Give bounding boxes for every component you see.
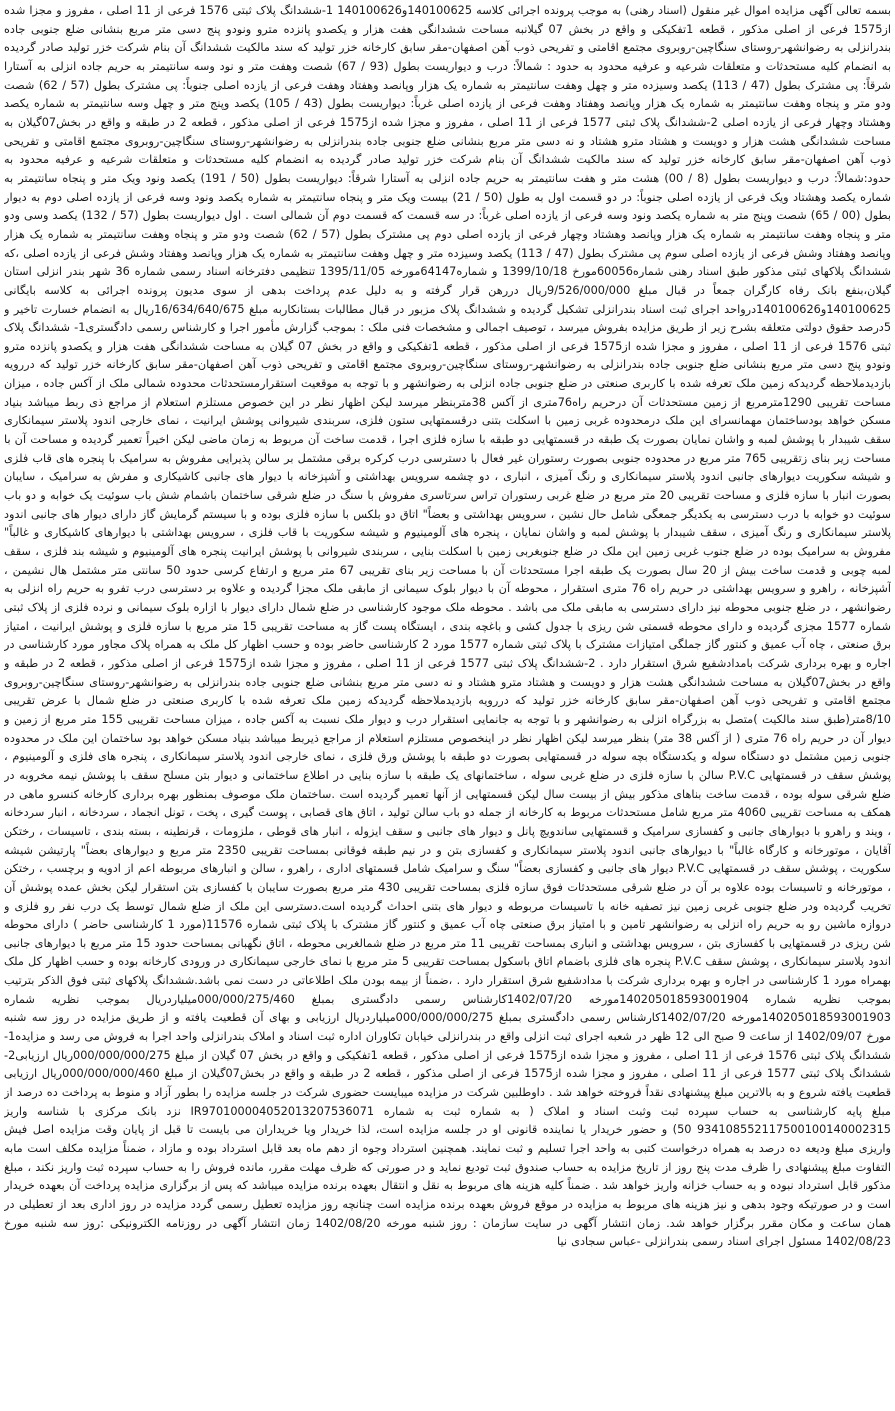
auction-notice-body: بسمه تعالی آگهی مزایده اموال غیر منقول (اسناد رهنی) به موجب پرونده اجرائی کلاسه 140100625و140100626 1-ششدانگ پلاک ثبتی 1576 فرعی از 11 اصلی ، مفروز و مجزا شده از1575 فرعی از اصلی مذکور ، قطعه 1تفکیکی و واقع در بخش 07 گیلانبه مساحت ششدانگی هفت هزار و یکصدو پانزده مترو ونودو پنج دسی متر مربع بنشانی ضلع جنوبی جاده بندرانزلی به رضوانشهر-روستای سنگاچین-روبروی مجتمع اقامتی و تفریحی ذوب آهن اصفهان-مقر سابق کارخانه خزر تولید که سند مالکیت ششدانگ آن بنام شرکت خزر تولید صادر گردیده به انضمام کلیه مستحدثات و متعلقات شرعیه و عرفیه محدود به حدود : شمالاً: درب و دیواریست بطول (93 / 67) شصت وهفت متر و نود وسه سانتیمتر به حریم جاده انزلی به آستارا شرقاً: پی مشترک بطول (47 / 113) یکصد وسیزده متر و چهل وهفت سانتیمتر به شماره یک هزار وپانصد وهفتاد وهفت فرعی از یازده اصلی جنوباً: پی مشترک بطول (57 / 62) شصت ودو متر و پنجاه وهفت سانتیمتر به شماره یک هزار وپانصد وهفتاد وهفت فرعی از یازده اصلی غرباً: دیواریست بطول (43 / 105) یکصد وپنج متر و چهل وسه سانتیمتر به شماره یکصد وهشتاد وچهار فرعی از یازده اصلی 2-ششدانگ پلاک ثبتی 1577 فرعی از 11 اصلی ، مفروز و مجزا شده از1575 فرعی از اصلی مذکور ، قطعه 2 در طبقه و واقع در بخش07گیلان به مساحت ششدانگی هشت هزار و دویست و هشتاد مترو هشتاد و نه دسی متر مربع بنشانی ضلع جنوبی جاده بندرانزلی به رضوانشهر-روستای سنگاچین-روبروی مجتمع اقامتی و تفریحی ذوب آهن اصفهان-مقر سابق کارخانه خزر تولید که سند مالکیت ششدانگ آن بنام شرکت خزر تولید صادر گردیده به انضمام کلیه مستحدثات و متعلقات شرعیه و عرفیه محدود به حدود:شمالاً: درب و دیواریست بطول (8 / 00) هشت متر و هفت سانتیمتر به حریم جاده انزلی به آستارا شرقاً: دیواریست بطول (50 / 191) یکصد ونود ویک متر و پنجاه سانتیمتر به شماره یکصد وهشتاد ویک فرعی از یازده اصلی جنوباً: در دو قسمت اول به طول (50 / 21) بیست ویک متر و پنجاه سانتیمتر به شماره یکصد ونود وسه فرعی از یازده اصلی دوم به دیوار بطول (00 / 65) شصت وپنج متر به شماره یکصد ونود وسه فرعی از یازده اصلی غرباً: در سه قسمت که قسمت دوم آن شمالی است . اول دیواریست بطول (57 / 132) یکصد وسی ودو متر و پنجاه وهفت سانتیمتر به شماره یک هزار وپانصد وهشتاد وچهار فرعی از یازده اصلی دوم پی مشترک بطول (57 / 62) شصت ودو متر و پنجاه وهفت سانتیمتر به شماره یک هزار وپانصد وهفتاد وشش فرعی از یازده اصلی سوم پی مشترک بطول (47 / 113) یکصد وسیزده متر و چهل وهفت سانتیمتر به شماره یک هزار وپانصد وهفتاد وشش فرعی از یازده اصلی ،که ششدانگ پلاکهای ثبتی مذکور طبق اسناد رهنی شماره60056مورخ 1399/10/18 و شماره64147مورخه 1395/11/05 تنظیمی دفترخانه اسناد رسمی شماره 36 شهر بندر انزلی استان گیلان،بنفع بانک رفاه کارگران جمعاً در قبال مبلغ 9/526/000/000ریال دررهن قرار گرفته و به دلیل عدم پرداخت بدهی از سوی مدیون پرونده اجرائی به کلاسه بایگانی 140100625و140100626درواحد اجرای ثبت اسناد بندرانزلی تشکیل گردیده و ششدانگ پلاک مزبور در قبال مطالبات بستانکاربه مبلغ 16/634/640/675ریال به انضمام خسارت تاخیر و 5درصد حقوق دولتی متعلقه بشرح زیر از طریق مزایده بفروش میرسد ، توصیف اجمالی و مشخصات فنی ملک : بموجب گزارش مأمور اجرا و کارشناس رسمی دادگستری1- ششدانگ پلاک ثبتی 1576 فرعی از 11 اصلی ، مفروز و مجزا شده از1575 فرعی از اصلی مذکور ، قطعه 1تفکیکی و واقع در بخش 07 گیلان به مساحت ششدانگی هفت هزار و یکصدو پانزده مترو ونودو پنج دسی متر مربع بنشانی ضلع جنوبی جاده بندرانزلی به رضوانشهر-روستای سنگاچین-روبروی مجتمع اقامتی و تفریحی ذوب آهن اصفهان-مقر سابق کارخانه خزر تولید که دررویه بازدیدملاحظه گردیدکه زمین ملک تعرفه شده با کاربری صنعتی در ضلع جنوبی جاده انزلی به رضوانشهر و با توجه به موقعیت استقرارمستحدثات محدوده شمالی ملک از آکس جاده ، میزان مساحت تقریبی 1290مترمربع از زمین مستحدثات آن درحریم راه76متری از آکس 38متربنظر میرسد لیکن اظهار نظر در این خصوص مستلزم استعلام از مراجع ذی ربط میباشد بنیاد مسکن خواهد بودساختمان مهمانسرای این ملک درمحدوده غربی زمین با اسکلت بتنی درقسمتهایی ستون فلزی، سربندی شیروانی پوشش ایرانیت ، نمای خارجی اندود پلاستر سیمانکاری سقف شیبدار با پوشش لمبه و واشان نمایان بصورت یک طبقه در قسمتهایی دو طبقه با سازه فلزی اجرا ، قدمت ساخت آن مربوط به زمان ماضی لیکن اخیراً تعمیر گردیده و مساحت آن با مساحت زیر بنای زتقریبی 765 متر مربع در محدوده جنوبی بصورت رستوران غیر فعال با دسترسی درب کرکره برقی مشتمل بر سالن پذیرایی مفروش به سرامیک با پنجره های قاب فلزی و شیشه سکوریت دیوارهای جانبی اندود پلاستر سیمانکاری و رنگ آمیزی ، انباری ، دو چشمه سرویس بهداشتی و آشپزخانه با دیوار های جانبی کاشیکاری و مفرش به سرامیک ، سایبان بصورت انبار با سازه فلزی و مساحت تقریبی 20 متر مربع در ضلع غربی رستوران تراس سرتاسری مفروش با سنگ در ضلع شرقی ساختمان باشمام شش باب سوئیت یک خوابه و دو باب سوئیت دو خوابه با درب دسترسی به یکدیگر جمعگی شامل حال نشین ، سرویس بهداشتی و بعضاً" اتاق دو بلکس با سازه فلزی بوده و با سیستم گرمایش گاز دارای دیوار های جانبی اندود پلاستر سیمانکاری و رنگ آمیزی ، سقف شیبدار با پوشش لمبه و واشان نمایان ، پنجره های آلومینیوم و شیشه سکوریت با قاب فلزی ، سرویس بهداشتی با دیوارهای کاشیکاری و غالباً" مفروش به سرامیک بوده در ضلع جنوب غربی زمین این ملک در ضلع جنوبغربی زمین با اسکلت بنایی ، سربندی شیروانی با پوشش ایرانیت پنجره های آلومینیوم و شیشه بند فلزی ، سقف لمبه چوبی و قدمت ساخت بیش از 20 سال بصورت یک طبقه اجرا مستحدثات آن با مساحت زیر بنای تقریبی 67 متر مربع و ارتفاع کرسی حدود 50 سانتی متر مشتمل هال نشیمن ، آشپزخانه ، راهرو و سرویس بهداشتی در حریم راه 76 متری استقرار ، محوطه آن با دیوار بلوک سیمانی از مابقی ملک مجزا گردیده و علاوه بر دسترسی درب تفرو به حریم راه انزلی به رضوانشهر ، در ضلع جنوبی محوطه نیز دارای دسترسی به مابقی ملک می باشد . محوطه ملک موجود کارشناسی در ضلع شمال دارای دیوار با ازاره بلوک سیمانی و نرده فلزی از پلاک ثبتی شماره 1577 مجزی گردیده و دارای محوطه قسمتی شن ریزی با جدول کشی و باغچه بندی ، ایستگاه پست گاز به مساحت تقریبی 15 متر مربع با سازه فلزی و پوشش ایرانیت ، امتیاز برق صنعتی ، چاه آب عمیق و کنتور گاز جملگی امتیازات مشترک با پلاک ثبتی شماره 1577 مورد 2 کارشناسی حاضر بوده و حسب اظهار کل ملک به همراه پلاک مجاور مورد کارشناسی در اجاره و بهره برداری شرکت بامدادشفیع شرق استقرار دارد . 2-ششدانگ پلاک ثبتی 1577 فرعی از 11 اصلی ، مفروز و مجزا شده از1575 فرعی از اصلی مذکور ، قطعه 2 در طبقه و واقع در بخش07گیلان به مساحت ششدانگی هشت هزار و دویست و هشتاد مترو هشتاد و نه دسی متر مربع بنشانی ضلع جنوبی جاده بندرانزلی به رضوانشهر-روستای سنگاچین-روبروی مجتمع اقامتی و تفریحی ذوب آهن اصفهان-مقر سابق کارخانه خزر تولید که دررویه بازدیدملاحظه گردیدکه زمین ملک تعرفه شده با کاربری صنعتی در ضلع شمال با عرض تقریبی 8/10متر(طبق سند مالکیت )متصل به بزرگراه انزلی به رضوانشهر و با توجه به جانمایی استقرار درب و دیوار ملک نسبت به آکس جاده ، میزان مساحت تقریبی 155 متر مربع از زمین و دیوار آن در حریم راه 76 متری ( از آکس 38 متر) بنظر میرسد لیکن اظهار نظر در اینخصوص مستلزم استعلام از مراجع ذیربط میباشد بنیاد مسکن خواهد بود ساختمان این ملک در محدوده جنوبی زمین مشتمل دو دستگاه سوله و یکدستگاه بچه سوله در قسمتهایی بصورت دو طبقه با پوشش ورق فلزی ، نمای خارجی اندود پلاستر سیمانکاری ، پنجره های فلزی و آلومینیوم ، پوشش سقف در قسمتهایی P.V.C سالن با سازه فلزی در ضلع غربی سوله ، ساختمانهای یک طبقه با سازه بنایی در اطلاع ساختمانی و دیوار بتن مسلح سقف با پوشش نیمه مخروبه در ضلع شرقی سوله بوده ، قدمت ساخت بناهای مذکور بیش از بیست سال لیکن قسمتهایی از آنها تعمیر گردیده است .ساختمان ملک موصوف بمنظور بهره برداری کارخانه کنسرو ماهی در همکف به مساحت تقریبی 4060 متر مربع شامل مستحدثات مربوط به کارخانه از جمله دو باب سالن تولید ، اتاق های قصابی ، پوست گیری ، پخت ، تونل انجماد ، سردخانه ، انبار سردخانه ، ویند و راهرو با دیوارهای جانبی و کفسازی سرامیک و قسمتهایی ساندویچ پانل و دیوار های جانبی و سقف ایزوله ، انبار های قوطی ، ملزومات ، قرنطینه ، بسته بندی ، تاسیسات ، رختکن آقایان ، موتورخانه و کارگاه غالباً" با دیوارهای جانبی اندود پلاستر سیمانکاری و کفسازی بتن و در نیم طبقه فوقانی بمساحت تقریبی 2350 متر مربع و دیوارهای بعضاً" پارتیشن شیشه سکوریت ، پوشش سقف در قسمتهایی P.V.C دیوار های جانبی و کفسازی بعضاً" سنگ و سرامیک شامل قسمتهای اداری ، راهرو ، سالن و انبارهای مربوطه اعم از ادویه و برچسب ، رختکن ، موتورخانه و تاسیسات بوده علاوه بر آن در ضلع شرقی مستحدثات فوق سازه فلزی بمساحت تقریبی 430 متر مربع بصورت سایبان با کفسازی بتن استقرار لیکن بخش عمده پوشش آن تخریب گردیده ودر ضلع جنوبی غربی زمین نیز تصفیه خانه با تاسیسات مربوطه و دیوار های بتنی احداث گردیده است.دسترسی این ملک از ضلع شمال توسط یک درب نفر رو فلزی و دروازه ماشین رو به حریم راه انزلی به رضوانشهر تامین و با امتیاز برق صنعتی چاه آب عمیق و کنتور گاز مشترک با پلاک ثبتی شماره 11576(مورد 1 کارشناسی حاضر ) دارای محوطه شن ریزی در قسمتهایی با کفسازی بتن ، سرویس بهداشتی و انباری بمساحت تقریبی 11 متر مربع در ضلع شمالغربی محوطه ، اتاق نگهبانی بمساحت حدود 15 متر مربع با دیوارهای جانبی اندود پلاستر سیمانکاری ، پوشش سقف P.V.C پنجره های فلزی باضمام اتاق باسکول بمساحت تقریبی 5 متر مربع با نمای خارجی سیمانکاری در ورودی کارخانه بوده و حسب اظهار کل ملک بهمراه مورد 1 کارشناسی در اجاره و بهره برداری شرکت با مدادشفیع شرق استقرار دارد . ،ضمناً از بیمه بودن ملک اطلاعاتی در دست نمی باشد.ششدانگ پلاکهای ثبتی فوق الذکر بترتیب بموجب نظریه شماره 140205018593001904مورخه 1402/07/20کارشناس رسمی دادگستری بمبلغ 000/000/275/460میلیاردریال بموجب نظریه شماره 140205018593001903مورخه 1402/07/20کارشناس رسمی دادگستری بمبلغ 000/000/000/275میلیاردریال ارزیابی و بهای آن قطعیت یافته و از طریق مزایده در روز سه شنبه مورخ 1402/09/07 از ساعت 9 صبح الی 12 ظهر در شعبه اجرای ثبت انزلی واقع در بندرانزلی خیابان تکاوران اداره ثبت اسناد و املاک بندرانزلی واحد اجرا به فروش می رسد و مزایده1-ششدانگ پلاک ثبتی 1576 فرعی از 11 اصلی ، مفروز و مجزا شده از1575 فرعی از اصلی مذکور ، قطعه 1تفکیکی و واقع در بخش 07 گیلان از مبلغ 000/000/000/275ریال ارزیابی2- ششدانگ پلاک ثبتی 1577 فرعی از 11 اصلی ، مفروز و مجزا شده از1575 فرعی از اصلی مذکور ، قطعه 2 در طبقه و واقع در بخش07گیلان از مبلغ 000/000/000/460ریال ارزیابی قطعیت یافته شروع و به بالاترین مبلغ پیشنهادی نقداً فروخته خواهد شد . داوطلبین شرکت در مزایده میبایست حضوری شرکت در جلسه مزایده را بطور آزاد و منوط به پرداخت ده درصد از مبلغ پایه کارشناسی به حساب سپرده ثبت وثبت اسناد و املاک ( به شماره ثبت به شماره IR970100004052013207536071 نزد بانک مرکزی با شناسه واریز 934108552117500100140002315 50) و حضور خریدار یا نماینده قانونی او در جلسه مزایده است، لذا خریدار ویا خریداران می بایست تا قبل از پایان وقت مزایده اصل فیش واریزی مبلغ ودیعه ده درصد به همراه درخواست کتبی به واحد اجرا تسلیم و ثبت نمایند. همچنین استرداد وجوه از دهم ماه بعد قابل استرداد بوده و مازاد ، ضمناً مزایده مکلف است مابه التفاوت مبلغ پیشنهادی را ظرف مدت پنج روز از تاریخ مزایده به حساب صندوق ثبت تودیع نماید و در صورتی که ظرف مهلت مقرر، مانده فروش را به حساب سپرده ثبت واریز نکند ، مبلغ مذکور قابل استرداد نبوده و به حساب خزانه واریز خواهد شد . ضمناً کلیه هزینه های مربوط به نقل و انتقال بعهده برنده مزایده میباشد که پس از برگزاری مزایده پرداخت آن بعهده خریدار است و در صورتیکه وجود بدهی و نیز هزینه های مربوط به مزایده در موقع فروش بعهده برنده مزایده است چنانچه روز مزایده تعطیل رسمی گردد مزایده در روز اداری بعد از تعطیلی در همان ساعت و مکان مقرر برگزار خواهد شد. زمان انتشار آگهی در سایت سازمان : روز شنبه مورخه 1402/08/20 زمان انتشار آگهی در روزنامه الکترونیکی :روز سه شنبه مورخ 1402/08/23 مسئول اجرای اسناد رسمی بندرانزلی -عباس سجادی نیا xyxy=(4,4,891,1249)
auction-notice-document xyxy=(4,2,891,1407)
